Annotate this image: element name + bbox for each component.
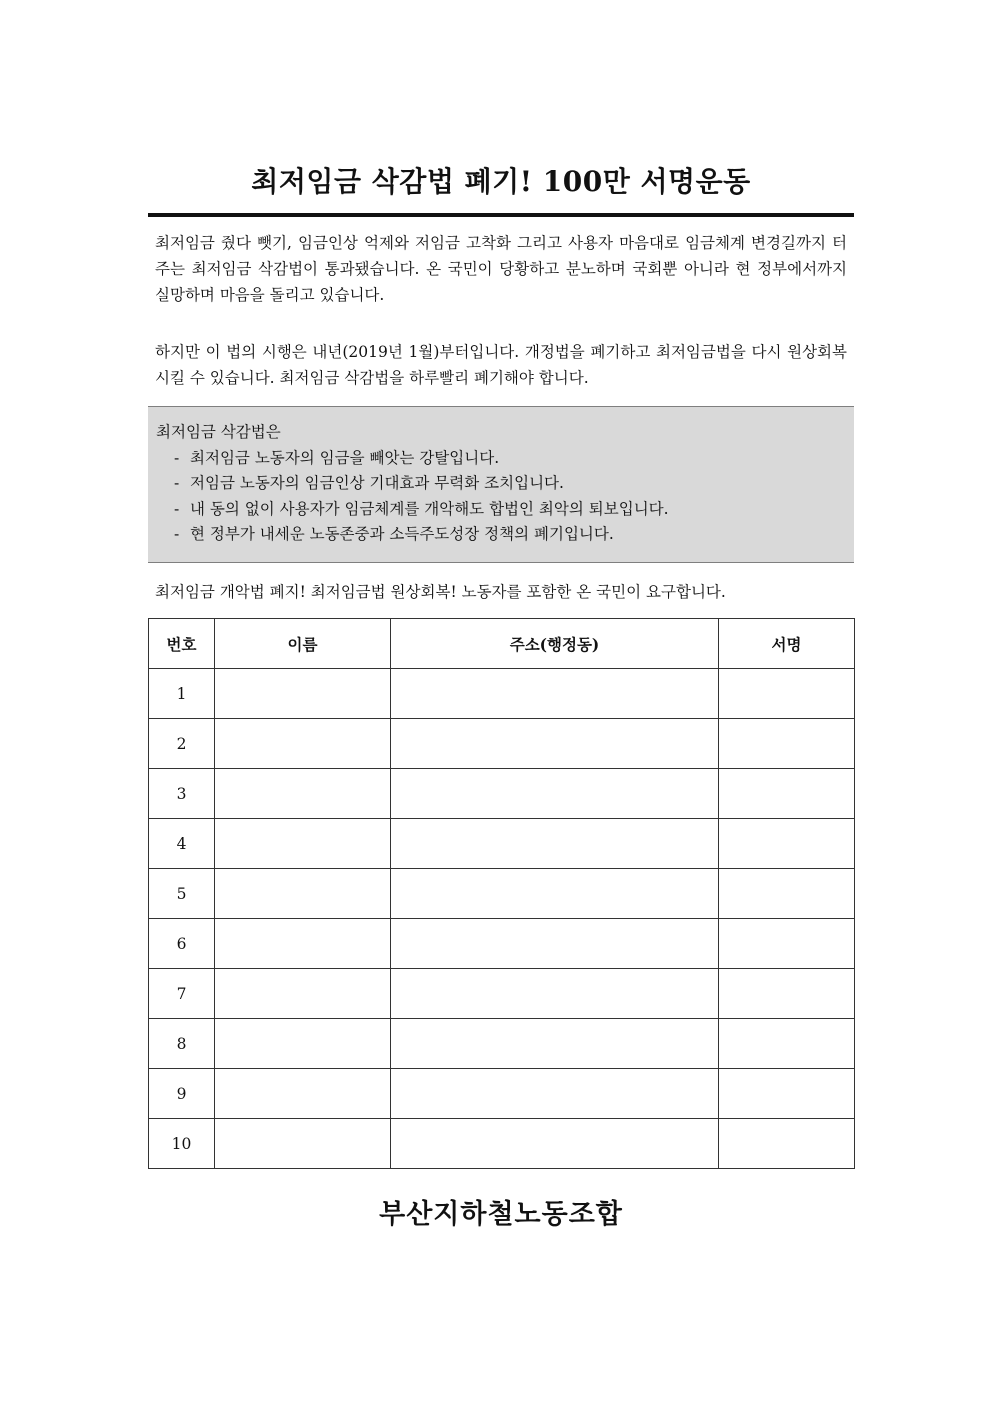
name-cell[interactable] bbox=[215, 1019, 391, 1069]
summary-heading: 최저임금 삭감법은 bbox=[156, 423, 281, 441]
summary-box bbox=[148, 406, 854, 563]
header-signature: 서명 bbox=[719, 619, 855, 669]
intro-paragraph-2 bbox=[155, 339, 847, 391]
signature-table bbox=[148, 618, 855, 1169]
table-row bbox=[149, 869, 855, 919]
title-divider bbox=[148, 213, 854, 217]
address-cell[interactable] bbox=[391, 669, 719, 719]
intro-paragraph-1-text: 최저임금 줬다 뺏기, 임금인상 억제와 저임금 고착화 그리고 사용자 마음대로 임금체계 변경길까지 터주는 최저임금 삭감법이 통과됐습니다. 온 국민이 당황하고 분노하며 국회뿐 아니라 현 정부에서까지 실망하며 마음을 돌리고 있습니다. bbox=[155, 234, 847, 304]
row-number: 10 bbox=[149, 1119, 215, 1169]
name-cell[interactable] bbox=[215, 869, 391, 919]
table-row bbox=[149, 969, 855, 1019]
row-number: 8 bbox=[149, 1019, 215, 1069]
summary-item-text: 저임금 노동자의 임금인상 기대효과 무력화 조치입니다. bbox=[190, 474, 564, 492]
table-row bbox=[149, 919, 855, 969]
signature-cell[interactable] bbox=[719, 1069, 855, 1119]
name-cell[interactable] bbox=[215, 819, 391, 869]
signature-cell[interactable] bbox=[719, 869, 855, 919]
row-number: 1 bbox=[149, 669, 215, 719]
dash-marker: - bbox=[174, 474, 180, 492]
signature-cell[interactable] bbox=[719, 1019, 855, 1069]
intro-paragraph-1 bbox=[155, 230, 847, 308]
summary-item-text: 현 정부가 내세운 노동존중과 소득주도성장 정책의 폐기입니다. bbox=[190, 525, 614, 543]
name-cell[interactable] bbox=[215, 769, 391, 819]
row-number: 7 bbox=[149, 969, 215, 1019]
address-cell[interactable] bbox=[391, 819, 719, 869]
address-cell[interactable] bbox=[391, 1019, 719, 1069]
row-number: 4 bbox=[149, 819, 215, 869]
header-address: 주소(행정동) bbox=[391, 619, 719, 669]
table-row bbox=[149, 819, 855, 869]
dash-marker: - bbox=[174, 448, 180, 467]
address-cell[interactable] bbox=[391, 869, 719, 919]
demand-statement: 최저임금 개악법 폐지! 최저임금법 원상회복! 노동자를 포함한 온 국민이 요구합니다. bbox=[155, 583, 726, 601]
page-title: 최저임금 삭감법 폐기! 100만 서명운동 bbox=[251, 165, 751, 198]
signature-cell[interactable] bbox=[719, 719, 855, 769]
table-row bbox=[149, 1019, 855, 1069]
summary-list bbox=[156, 446, 854, 548]
row-number: 3 bbox=[149, 769, 215, 819]
address-cell[interactable] bbox=[391, 769, 719, 819]
dash-marker: - bbox=[174, 525, 180, 543]
table-row bbox=[149, 719, 855, 769]
summary-item-text: 최저임금 노동자의 임금을 빼앗는 강탈입니다. bbox=[190, 448, 500, 467]
address-cell[interactable] bbox=[391, 919, 719, 969]
address-cell[interactable] bbox=[391, 1119, 719, 1169]
table-row bbox=[149, 1069, 855, 1119]
header-number: 번호 bbox=[149, 619, 215, 669]
signature-cell[interactable] bbox=[719, 919, 855, 969]
row-number: 2 bbox=[149, 719, 215, 769]
summary-item bbox=[174, 471, 854, 497]
summary-item bbox=[174, 497, 854, 523]
name-cell[interactable] bbox=[215, 1119, 391, 1169]
address-cell[interactable] bbox=[391, 969, 719, 1019]
intro-paragraph-2-text: 하지만 이 법의 시행은 내년(2019년 1월)부터입니다. 개정법을 폐기하고 최저임금법을 다시 원상회복 시킬 수 있습니다. 최저임금 삭감법을 하루빨리 폐기해야 합니다. bbox=[155, 343, 847, 387]
signature-cell[interactable] bbox=[719, 769, 855, 819]
signature-cell[interactable] bbox=[719, 669, 855, 719]
signature-cell[interactable] bbox=[719, 1119, 855, 1169]
row-number: 6 bbox=[149, 919, 215, 969]
summary-item bbox=[174, 446, 854, 472]
dash-marker: - bbox=[174, 499, 180, 518]
summary-item-text: 내 동의 없이 사용자가 임금체계를 개악해도 합법인 최악의 퇴보입니다. bbox=[190, 499, 669, 518]
address-cell[interactable] bbox=[391, 719, 719, 769]
row-number: 5 bbox=[149, 869, 215, 919]
name-cell[interactable] bbox=[215, 719, 391, 769]
table-header-row bbox=[149, 619, 855, 669]
header-name: 이름 bbox=[215, 619, 391, 669]
table-row bbox=[149, 669, 855, 719]
signature-cell[interactable] bbox=[719, 969, 855, 1019]
name-cell[interactable] bbox=[215, 1069, 391, 1119]
row-number: 9 bbox=[149, 1069, 215, 1119]
summary-item bbox=[174, 522, 854, 548]
address-cell[interactable] bbox=[391, 1069, 719, 1119]
name-cell[interactable] bbox=[215, 919, 391, 969]
name-cell[interactable] bbox=[215, 969, 391, 1019]
name-cell[interactable] bbox=[215, 669, 391, 719]
organization-name: 부산지하철노동조합 bbox=[379, 1199, 623, 1230]
signature-cell[interactable] bbox=[719, 819, 855, 869]
table-row bbox=[149, 1119, 855, 1169]
table-row bbox=[149, 769, 855, 819]
